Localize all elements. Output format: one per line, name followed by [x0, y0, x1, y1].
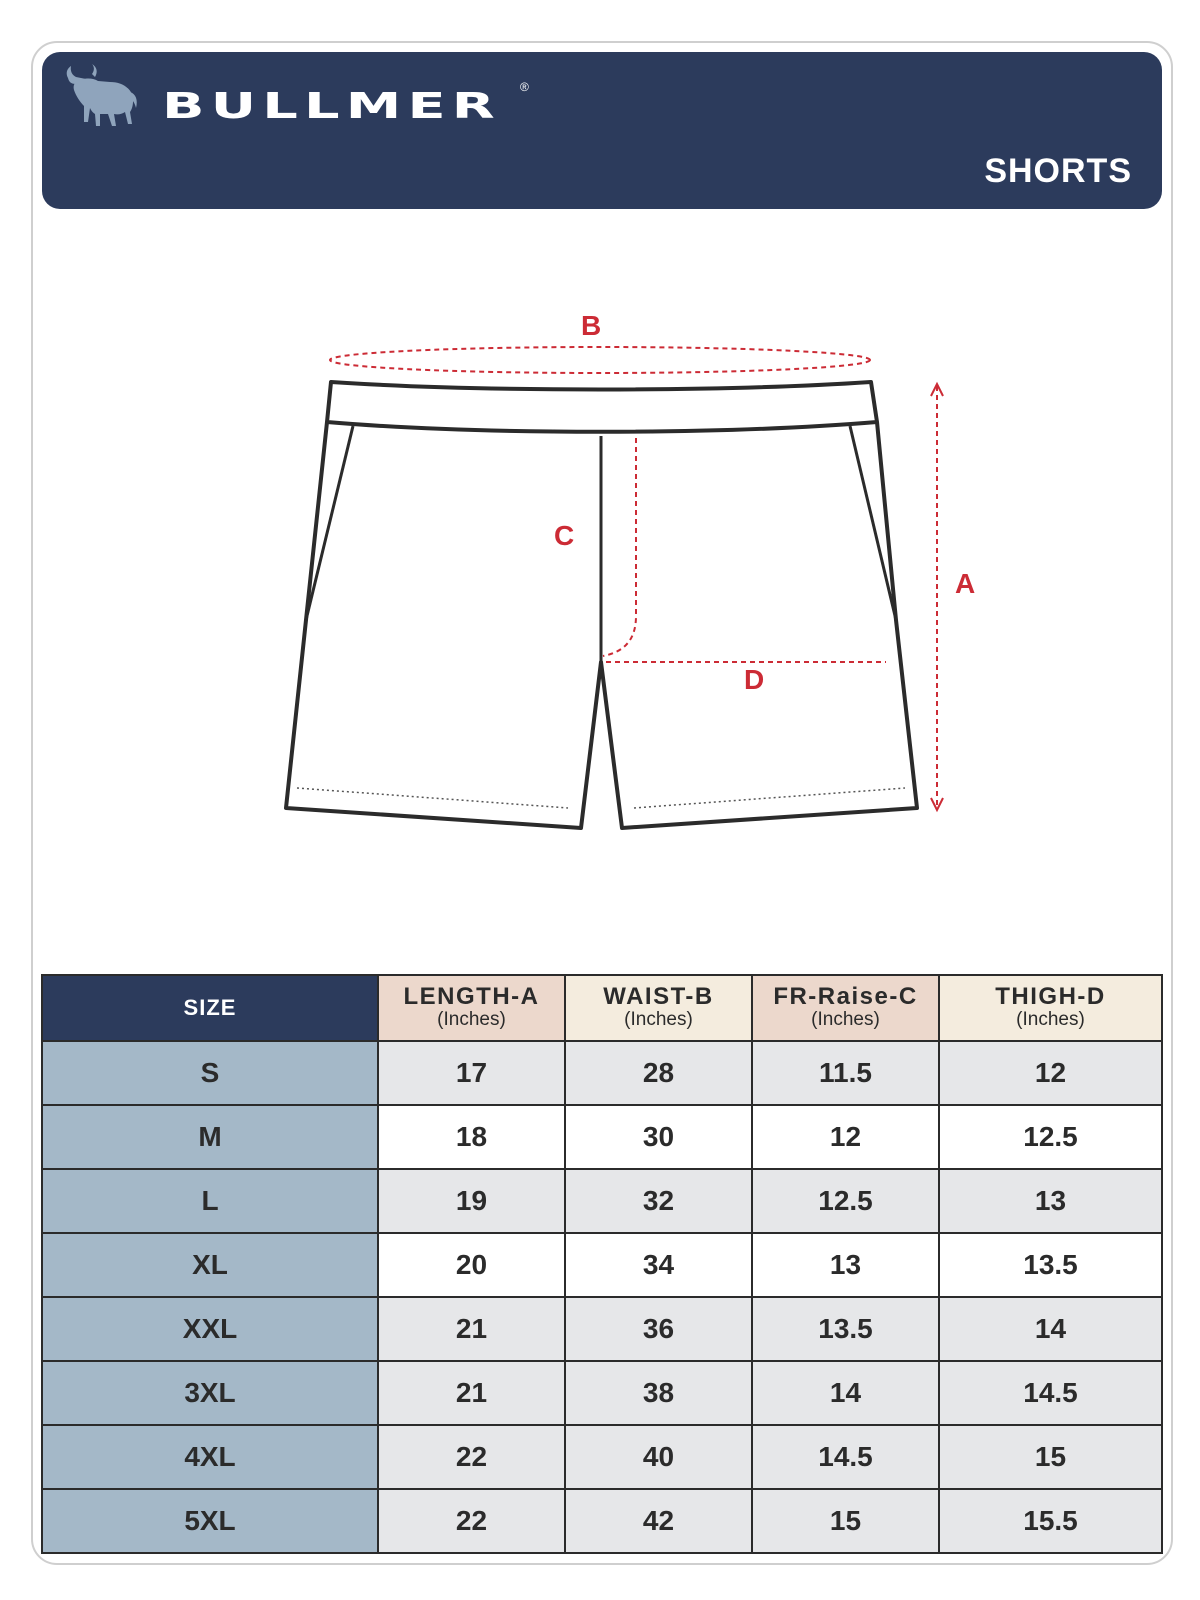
right-pocket-line: [850, 426, 896, 620]
length-cell: 21: [378, 1297, 565, 1361]
label-b: B: [581, 310, 602, 341]
size-cell: 3XL: [42, 1361, 378, 1425]
thigh-cell: 14.5: [939, 1361, 1162, 1425]
brand-logo: [62, 64, 542, 136]
brand-name: BULLMER: [162, 86, 501, 127]
header-banner: [42, 52, 1162, 209]
table-row: [42, 1105, 1162, 1169]
column-unit: (Inches): [811, 1009, 880, 1030]
shorts-outline-svg: [0, 300, 1200, 860]
thigh-cell: 12.5: [939, 1105, 1162, 1169]
waist-column-header: [565, 975, 752, 1041]
thigh-cell: 15.5: [939, 1489, 1162, 1553]
front-raise-cell: 13.5: [752, 1297, 939, 1361]
front-raise-cell: 12.5: [752, 1169, 939, 1233]
column-title: THIGH-D: [995, 983, 1106, 1010]
size-cell: S: [42, 1041, 378, 1105]
table-row: [42, 1297, 1162, 1361]
table-row: [42, 1425, 1162, 1489]
thigh-cell: 12: [939, 1041, 1162, 1105]
front-raise-cell: 11.5: [752, 1041, 939, 1105]
waist-cell: 34: [565, 1233, 752, 1297]
label-a: A: [955, 568, 976, 599]
bull-icon: [62, 64, 142, 136]
length-cell: 22: [378, 1489, 565, 1553]
length-cell: 21: [378, 1361, 565, 1425]
left-hem-stitch: [297, 788, 568, 808]
registered-mark: ®: [520, 80, 529, 94]
waist-cell: 32: [565, 1169, 752, 1233]
waist-cell: 40: [565, 1425, 752, 1489]
column-title: WAIST-B: [603, 983, 714, 1010]
thigh-cell: 13.5: [939, 1233, 1162, 1297]
waist-cell: 38: [565, 1361, 752, 1425]
size-cell: L: [42, 1169, 378, 1233]
column-title: LENGTH-A: [403, 983, 540, 1010]
size-cell: 5XL: [42, 1489, 378, 1553]
length-cell: 20: [378, 1233, 565, 1297]
front-raise-cell: 14: [752, 1361, 939, 1425]
column-unit: (Inches): [1016, 1009, 1085, 1030]
column-unit: (Inches): [624, 1009, 693, 1030]
size-cell: XL: [42, 1233, 378, 1297]
thigh-cell: 14: [939, 1297, 1162, 1361]
waist-cell: 42: [565, 1489, 752, 1553]
size-cell: 4XL: [42, 1425, 378, 1489]
length-cell: 18: [378, 1105, 565, 1169]
length-cell: 19: [378, 1169, 565, 1233]
size-cell: M: [42, 1105, 378, 1169]
waist-cell: 36: [565, 1297, 752, 1361]
length-cell: 22: [378, 1425, 565, 1489]
front-raise-column-header: [752, 975, 939, 1041]
table-header-row: [42, 975, 1162, 1041]
table-row: [42, 1041, 1162, 1105]
table-row: [42, 1233, 1162, 1297]
label-c: C: [554, 520, 575, 551]
table-row: [42, 1489, 1162, 1553]
front-raise-cell: 13: [752, 1233, 939, 1297]
column-title: FR-Raise-C: [773, 983, 918, 1010]
shorts-diagram: [0, 300, 1200, 865]
length-column-header: [378, 975, 565, 1041]
table-row: [42, 1361, 1162, 1425]
size-chart-table: [41, 974, 1163, 1554]
thigh-cell: 15: [939, 1425, 1162, 1489]
front-raise-cell: 14.5: [752, 1425, 939, 1489]
waist-measure-line: [330, 347, 870, 373]
table-row: [42, 1169, 1162, 1233]
column-unit: (Inches): [437, 1009, 506, 1030]
page-title: SHORTS: [984, 152, 1132, 190]
waist-cell: 30: [565, 1105, 752, 1169]
front-raise-cell: 15: [752, 1489, 939, 1553]
front-raise-measure-line: [603, 438, 636, 656]
thigh-cell: 13: [939, 1169, 1162, 1233]
size-column-header: SIZE: [42, 975, 378, 1041]
thigh-column-header: [939, 975, 1162, 1041]
length-cell: 17: [378, 1041, 565, 1105]
left-pocket-line: [306, 426, 353, 620]
front-raise-cell: 12: [752, 1105, 939, 1169]
size-cell: XXL: [42, 1297, 378, 1361]
right-hem-stitch: [634, 788, 905, 808]
label-d: D: [744, 664, 765, 695]
waistband-outline: [327, 382, 877, 432]
waist-cell: 28: [565, 1041, 752, 1105]
